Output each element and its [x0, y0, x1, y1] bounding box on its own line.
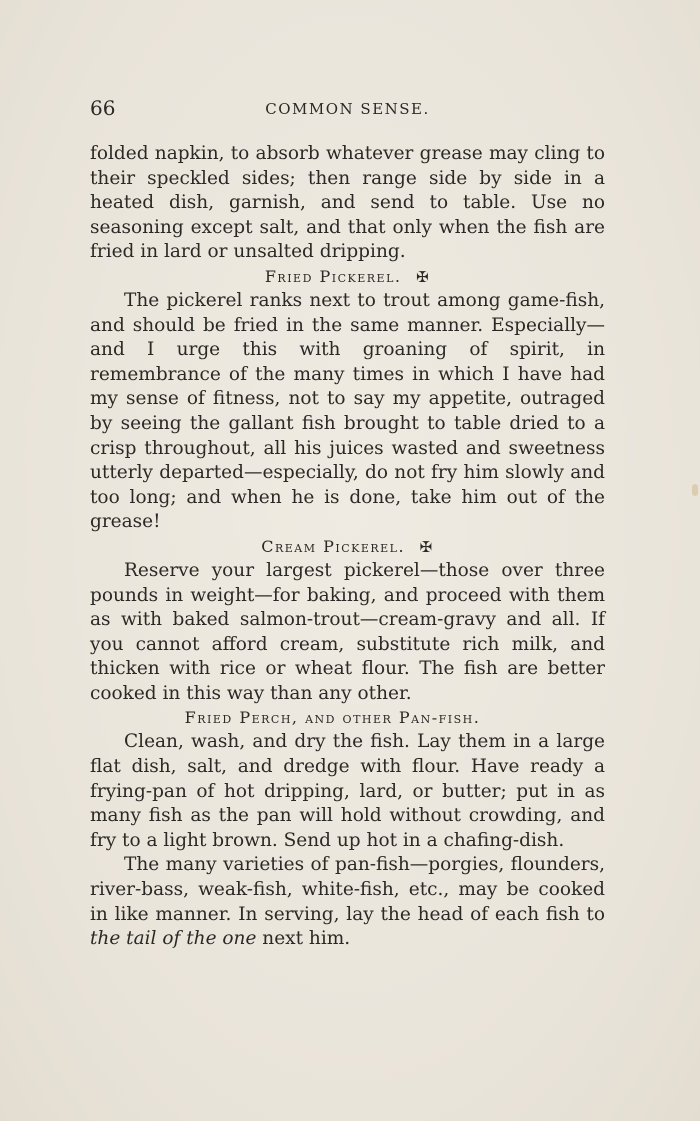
fried-perch-paragraph-2 — [90, 853, 605, 951]
fried-perch-paragraph-2-end: next him. — [262, 928, 351, 950]
page-header — [90, 96, 605, 126]
page-number: 66 — [90, 96, 116, 120]
running-head: COMMON SENSE. — [265, 100, 430, 118]
fried-perch-paragraph-2-text: The many varieties of pan-fish—porgies, flounders, river-bass, weak-fish, white-fish, etc., may be cooked in like manner. In serving, lay the head of each fish to — [90, 854, 605, 925]
maltese-cross-icon: ✠ — [419, 537, 434, 556]
fried-pickerel-paragraph: The pickerel ranks next to trout among game-fish, and should be fried in the same manner. Especially—and I urge this with groaning of spirit, in remembrance of the many times in which I have had my sense of fitness, not to say my appetite, outraged by seeing the gallant fish brought to table dried to a crisp throughout, all his juices wasted and sweetness utterly departed—especially, do not fry him slowly and too long; and when he is done, take him out of the grease! — [90, 289, 605, 533]
heading-cream-pickerel — [90, 535, 605, 559]
maltese-cross-icon: ✠ — [416, 267, 431, 286]
heading-fried-pickerel-text: Fried Pickerel. — [264, 266, 402, 286]
heading-fried-pickerel — [90, 265, 605, 289]
fried-perch-paragraph-1: Clean, wash, and dry the fish. Lay them in a large flat dish, salt, and dredge with flour. Have ready a frying-pan of hot dripping, lard, or butter; put in as many fish as the pan will hold without crowding, and fry to a light brown. Send up hot in a chafing-dish. — [90, 731, 605, 851]
continuation-paragraph: folded napkin, to absorb whatever grease may cling to their speckled sides; then range side by side in a heated dish, garnish, and send to table. Use no seasoning except salt, and that only when the fish are fried in lard or unsalted dripping. — [90, 143, 605, 263]
page-body — [90, 142, 605, 952]
cream-pickerel-paragraph: Reserve your largest pickerel—those over three pounds in weight—for baking, and proceed with them as with baked salmon-trout—cream-gravy and all. If you cannot afford cream, substitute rich milk, and thicken with rice or wheat flour. The fish are better cooked in this way than any other. — [90, 559, 605, 704]
heading-fried-perch — [90, 706, 605, 730]
fried-perch-italic-phrase: the tail of the one — [90, 928, 257, 950]
heading-cream-pickerel-text: Cream Pickerel. — [261, 536, 406, 556]
paper-stain — [692, 484, 698, 496]
heading-fried-perch-text: Fried Perch, and other Pan-fish. — [184, 708, 481, 728]
